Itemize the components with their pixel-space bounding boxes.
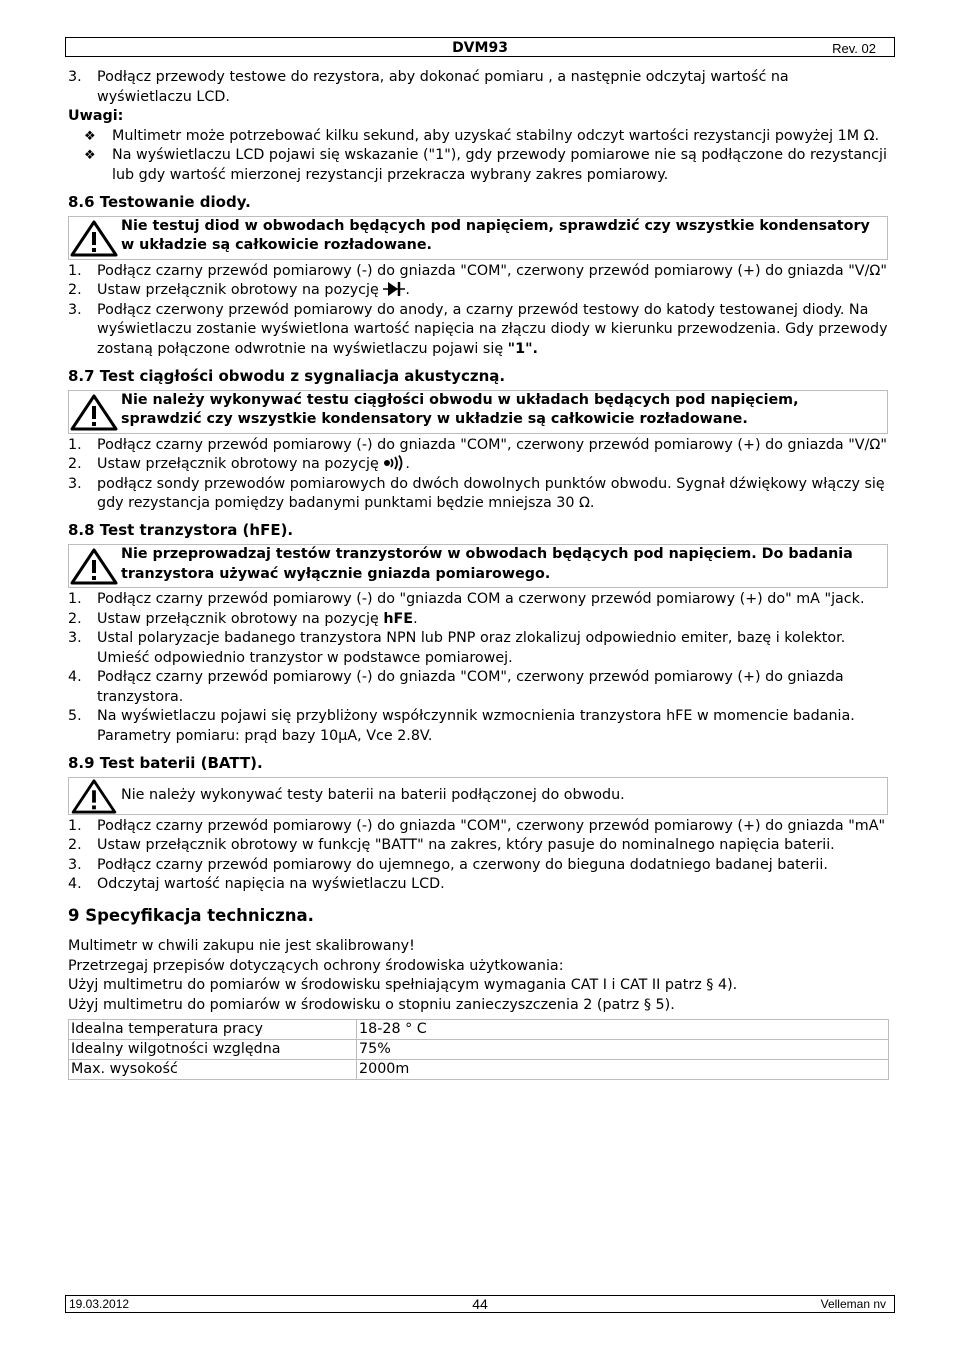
list-item: 3. Podłącz czarny przewód pomiarowy do ujemnego, a czerwony do bieguna dodatniego badanej baterii.: [68, 856, 828, 873]
warning-box: [68, 390, 888, 434]
table-row: [69, 1020, 889, 1040]
table-cell: Idealny wilgotności względna: [69, 1040, 357, 1060]
notes-list: [68, 127, 888, 186]
list-item: 3. Ustal polaryzacje badanego tranzystora NPN lub PNP oraz zlokalizuj odpowiednio emiter, bazę i kolektor. Umieść odpowiednio tranzystor w podstawce pomiarowej.: [68, 630, 846, 666]
list-item: 3. Podłącz czerwony przewód pomiarowy do anody, a czarny przewód testowy do katody testowanej diody. Na wyświetlaczu zostanie wyświetlona wartość napięcia na złączu diody w kierunku przewodzenia. Gdy przewody zostaną połączone odwrotnie na wyświetlaczu pojawi się "1".: [68, 301, 888, 357]
table-cell: 75%: [357, 1040, 889, 1060]
section-title-diode: 8.6 Testowanie diody.: [68, 192, 251, 211]
page-footer: [65, 1295, 895, 1313]
paragraph: Użyj multimetru do pomiarów w środowisku spełniającym wymagania CAT I i CAT II patrz § 4).: [68, 977, 738, 994]
battery-steps: [68, 817, 888, 895]
diode-steps: [68, 262, 888, 360]
continuity-steps: [68, 436, 888, 514]
warning-text: Nie testuj diod w obwodach będących pod napięciem, sprawdzić czy wszystkie kondensatory w układzie są całkowicie rozładowane.: [121, 217, 870, 254]
list-item: 2. Ustaw przełącznik obrotowy w funkcję "BATT" na zakres, który pasuje do nominalnego napięcia baterii.: [68, 837, 835, 854]
warning-triangle-icon: [70, 547, 118, 585]
section-title-battery: 8.9 Test baterii (BATT).: [68, 753, 263, 772]
warning-text: Nie należy wykonywać testu ciągłości obwodu w układach będących pod napięciem, sprawdzić czy wszystkie kondensatory w układzie są całkowicie rozładowane.: [121, 391, 799, 428]
footer-date: 19.03.2012: [69, 1297, 130, 1311]
list-item: 1. Podłącz czarny przewód pomiarowy (-) do "gniazda COM a czerwony przewód pomiarowy (+) do" mA "jack.: [68, 590, 865, 607]
bullet-icon: ❖: [84, 148, 96, 164]
warning-triangle-icon: [70, 393, 118, 431]
warning-text: Nie należy wykonywać testy baterii na baterii podłączonej do obwodu.: [121, 786, 625, 803]
table-row: [69, 1040, 889, 1060]
list-item: ❖ Multimetr może potrzebować kilku sekund, aby uzyskać stabilny odczyt wartości rezystancji powyżej 1M Ω.: [68, 127, 888, 147]
revision-label: Rev. 02: [832, 41, 876, 56]
paragraph: Multimetr w chwili zakupu nie jest skalibrowany!: [68, 938, 415, 955]
sound-icon: [383, 455, 405, 471]
footer-company: Velleman nv: [820, 1297, 886, 1311]
warning-box: [68, 777, 888, 815]
table-cell: Idealna temperatura pracy: [69, 1020, 357, 1040]
warning-box: [68, 544, 888, 588]
page-header: [65, 37, 895, 57]
list-item: 4. Odczytaj wartość napięcia na wyświetlaczu LCD.: [68, 876, 445, 893]
table-row: [69, 1060, 889, 1080]
transistor-steps: [68, 590, 888, 747]
spec-table: [68, 1019, 889, 1080]
warning-triangle-icon: [70, 778, 118, 814]
table-cell: Max. wysokość: [69, 1060, 357, 1080]
list-item: 5. Na wyświetlaczu pojawi się przybliżony współczynnik wzmocnienia tranzystora hFE w momencie badania. Parametry pomiaru: prąd bazy 10μA, Vce 2.8V.: [68, 708, 855, 745]
list-item: 1. Podłącz czarny przewód pomiarowy (-) do gniazda "COM", czerwony przewód pomiarowy (+) do gniazda "V/Ω": [68, 436, 887, 453]
page-number: 44: [472, 1296, 488, 1312]
resistance-steps: [68, 68, 888, 107]
document-title: DVM93: [452, 40, 508, 56]
section-title-specification: 9 Specyfikacja techniczna.: [68, 906, 314, 926]
warning-triangle-icon: [70, 219, 118, 257]
section-title-continuity: 8.7 Test ciągłości obwodu z sygnaliacja akustyczną.: [68, 366, 506, 385]
list-item: 3. Podłącz przewody testowe do rezystora, aby dokonać pomiaru , a następnie odczytaj wartość na wyświetlaczu LCD.: [68, 69, 789, 105]
notes-title: Uwagi:: [68, 108, 124, 125]
table-cell: 18-28 ° C: [357, 1020, 889, 1040]
table-cell: 2000m: [357, 1060, 889, 1080]
list-item: 2. Ustaw przełącznik obrotowy na pozycję hFE.: [68, 610, 418, 627]
warning-text: Nie przeprowadzaj testów tranzystorów w obwodach będących pod napięciem. Do badania tranzystora używać wyłącznie gniazda pomiarowego.: [121, 545, 853, 582]
list-item: 1. Podłącz czarny przewód pomiarowy (-) do gniazda "COM", czerwony przewód pomiarowy (+) do gniazda "V/Ω": [68, 262, 887, 279]
warning-box: [68, 216, 888, 260]
paragraph: Przetrzegaj przepisów dotyczących ochrony środowiska użytkowania:: [68, 957, 564, 974]
diode-icon: [383, 281, 405, 297]
bullet-icon: ❖: [84, 128, 96, 144]
list-item: ❖ Na wyświetlaczu LCD pojawi się wskazanie ("1"), gdy przewody pomiarowe nie są podłączone do rezystancji lub gdy wartość mierzonej rezystancji przekracza wybrany zakres pomiarowy.: [84, 147, 887, 183]
list-item: 1. Podłącz czarny przewód pomiarowy (-) do gniazda "COM", czerwony przewód pomiarowy (+) do gniazda "mA": [68, 817, 886, 834]
list-item: 4. Podłącz czarny przewód pomiarowy (-) do gniazda "COM", czerwony przewód pomiarowy (+) do gniazda tranzystora.: [68, 669, 844, 705]
section-title-transistor: 8.8 Test tranzystora (hFE).: [68, 520, 294, 539]
list-item: 3. podłącz sondy przewodów pomiarowych do dwóch dowolnych punktów obwodu. Sygnał dźwiękowy włączy się gdy rezystancja pomiędzy badanymi punktami będzie mniejsza 30 Ω.: [68, 475, 885, 512]
paragraph: Użyj multimetru do pomiarów w środowisku o stopniu zanieczyszczenia 2 (patrz § 5).: [68, 996, 675, 1013]
list-item: 2. Ustaw przełącznik obrotowy na pozycję .: [68, 456, 410, 473]
page-content: [68, 68, 888, 1080]
list-item: 2. Ustaw przełącznik obrotowy na pozycję .: [68, 282, 410, 299]
